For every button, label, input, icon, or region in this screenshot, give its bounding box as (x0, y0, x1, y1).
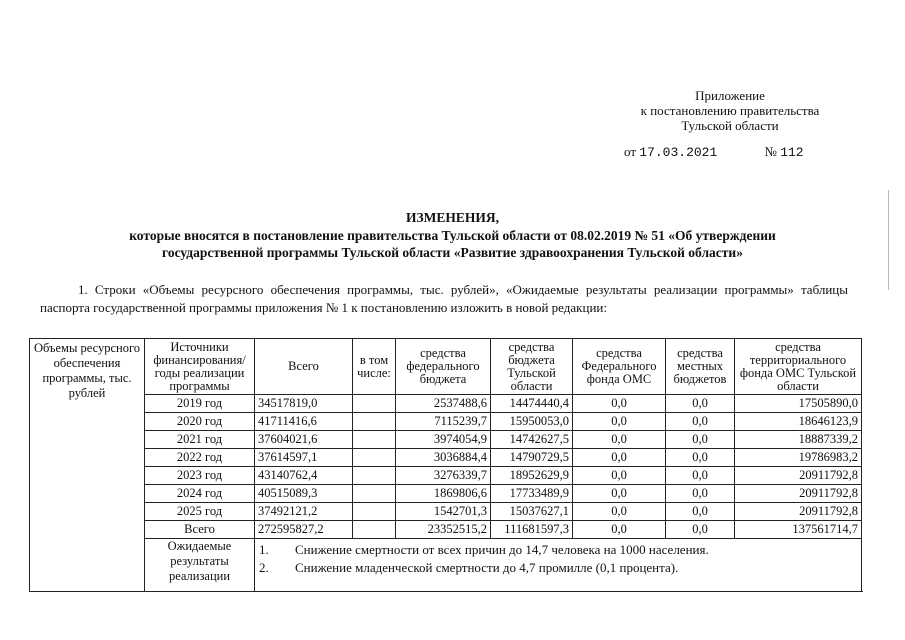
cell-year: 2021 год (145, 431, 255, 449)
cell-local: 0,0 (666, 431, 735, 449)
cell-federal: 7115239,7 (396, 413, 491, 431)
cell-regional: 17733489,9 (491, 485, 573, 503)
cell-tfoms: 20911792,8 (735, 503, 862, 521)
cell-ffoms: 0,0 (573, 485, 666, 503)
resource-table (29, 338, 862, 592)
cell-ffoms: 0,0 (573, 413, 666, 431)
table-row (30, 413, 862, 431)
cell-ffoms: 0,0 (573, 449, 666, 467)
cell-tfoms: 17505890,0 (735, 395, 862, 413)
cell-including (353, 449, 396, 467)
table-row (30, 467, 862, 485)
document-title: ИЗМЕНЕНИЯ, (405, 210, 499, 225)
header-regional: средства бюджета Тульской области (491, 339, 573, 395)
header-ffoms: средства Федерального фонда ОМС (573, 339, 666, 395)
header-sources: Источники финансирования/ годы реализации программы (145, 339, 255, 395)
cell-local: 0,0 (666, 395, 735, 413)
cell-year: 2022 год (145, 449, 255, 467)
cell-total: 40515089,3 (255, 485, 353, 503)
cell-federal: 3276339,7 (396, 467, 491, 485)
expected-results-row (30, 539, 862, 592)
header-local: средства местных бюджетов (666, 339, 735, 395)
cell-tfoms: 20911792,8 (735, 485, 862, 503)
cell-local: 0,0 (666, 467, 735, 485)
expected-results-list (255, 539, 862, 592)
order-date: 17.03.2021 (639, 145, 718, 160)
table-row (30, 431, 862, 449)
cell-ffoms: 0,0 (573, 521, 666, 539)
cell-local: 0,0 (666, 449, 735, 467)
cell-ffoms: 0,0 (573, 395, 666, 413)
list-item-text: Снижение смертности от всех причин до 14,7 человека на 1000 населения. (295, 542, 709, 557)
header-including: в том числе: (353, 339, 396, 395)
cell-regional: 15037627,1 (491, 503, 573, 521)
cell-regional: 15950053,0 (491, 413, 573, 431)
header-tfoms: средства территориального фонда ОМС Тульской области (735, 339, 862, 395)
cell-including (353, 467, 396, 485)
scan-edge-mark (888, 190, 889, 290)
appendix-line-3: Тульской области (681, 118, 779, 133)
cell-year: 2025 год (145, 503, 255, 521)
cell-federal: 1542701,3 (396, 503, 491, 521)
cell-year: 2019 год (145, 395, 255, 413)
table-row (30, 449, 862, 467)
table-row (30, 485, 862, 503)
document-subtitle-line-1: которые вносятся в постановление правительства Тульской области от 08.02.2019 № 51 «Об утверждении (129, 228, 776, 243)
table-row (30, 395, 862, 413)
order-number: 112 (780, 145, 804, 160)
cell-federal: 1869806,6 (396, 485, 491, 503)
row-label-expected: Ожидаемые результаты реализации (145, 539, 255, 592)
cell-including (353, 521, 396, 539)
cell-tfoms: 137561714,7 (735, 521, 862, 539)
row-label-resources: Объемы ресурсного обеспечения программы, тыс. рублей (30, 339, 145, 592)
cell-total: 41711416,6 (255, 413, 353, 431)
appendix-block (600, 88, 860, 133)
cell-including (353, 413, 396, 431)
table-header-row (30, 339, 862, 395)
cell-federal: 3036884,4 (396, 449, 491, 467)
cell-total: 34517819,0 (255, 395, 353, 413)
cell-local: 0,0 (666, 485, 735, 503)
cell-year: 2023 год (145, 467, 255, 485)
cell-total: 37614597,1 (255, 449, 353, 467)
cell-regional: 14742627,5 (491, 431, 573, 449)
appendix-line-1: Приложение (695, 88, 765, 103)
cell-total: 272595827,2 (255, 521, 353, 539)
cell-including (353, 395, 396, 413)
cell-ffoms: 0,0 (573, 503, 666, 521)
appendix-line-2: к постановлению правительства (640, 103, 820, 118)
order-from-label: от (624, 144, 637, 159)
list-item-number: 2. (259, 560, 269, 575)
cell-ffoms: 0,0 (573, 431, 666, 449)
list-item (255, 559, 861, 577)
cell-total: 37492121,2 (255, 503, 353, 521)
cell-year: 2020 год (145, 413, 255, 431)
cell-regional: 18952629,9 (491, 467, 573, 485)
cell-regional: 111681597,3 (491, 521, 573, 539)
cell-year: 2024 год (145, 485, 255, 503)
cell-regional: 14790729,5 (491, 449, 573, 467)
body-paragraph: 1. Строки «Объемы ресурсного обеспечения программы, тыс. рублей», «Ожидаемые результаты реализации программы» таблицы паспорта государственной программы приложения № 1 к постановлению изложить в новой редакции: (40, 282, 848, 315)
list-item (255, 541, 861, 559)
cell-including (353, 485, 396, 503)
cell-year: Всего (145, 521, 255, 539)
cell-regional: 14474440,4 (491, 395, 573, 413)
cell-total: 37604021,6 (255, 431, 353, 449)
header-federal: средства федерального бюджета (396, 339, 491, 395)
cell-federal: 2537488,6 (396, 395, 491, 413)
cell-tfoms: 18646123,9 (735, 413, 862, 431)
cell-local: 0,0 (666, 503, 735, 521)
cell-including (353, 503, 396, 521)
cell-federal: 23352515,2 (396, 521, 491, 539)
document-subtitle-line-2: государственной программы Тульской области «Развитие здравоохранения Тульской области» (162, 245, 743, 260)
cell-ffoms: 0,0 (573, 467, 666, 485)
cell-federal: 3974054,9 (396, 431, 491, 449)
list-item-text: Снижение младенческой смертности до 4,7 промилле (0,1 процента). (295, 560, 679, 575)
cell-local: 0,0 (666, 413, 735, 431)
order-number-label: № (764, 144, 777, 159)
cell-tfoms: 20911792,8 (735, 467, 862, 485)
table-row (30, 503, 862, 521)
cell-including (353, 431, 396, 449)
header-total: Всего (255, 339, 353, 395)
cell-local: 0,0 (666, 521, 735, 539)
cell-total: 43140762,4 (255, 467, 353, 485)
cell-tfoms: 18887339,2 (735, 431, 862, 449)
order-line (624, 144, 804, 160)
list-item-number: 1. (259, 542, 269, 557)
cell-tfoms: 19786983,2 (735, 449, 862, 467)
table-row (30, 521, 862, 539)
